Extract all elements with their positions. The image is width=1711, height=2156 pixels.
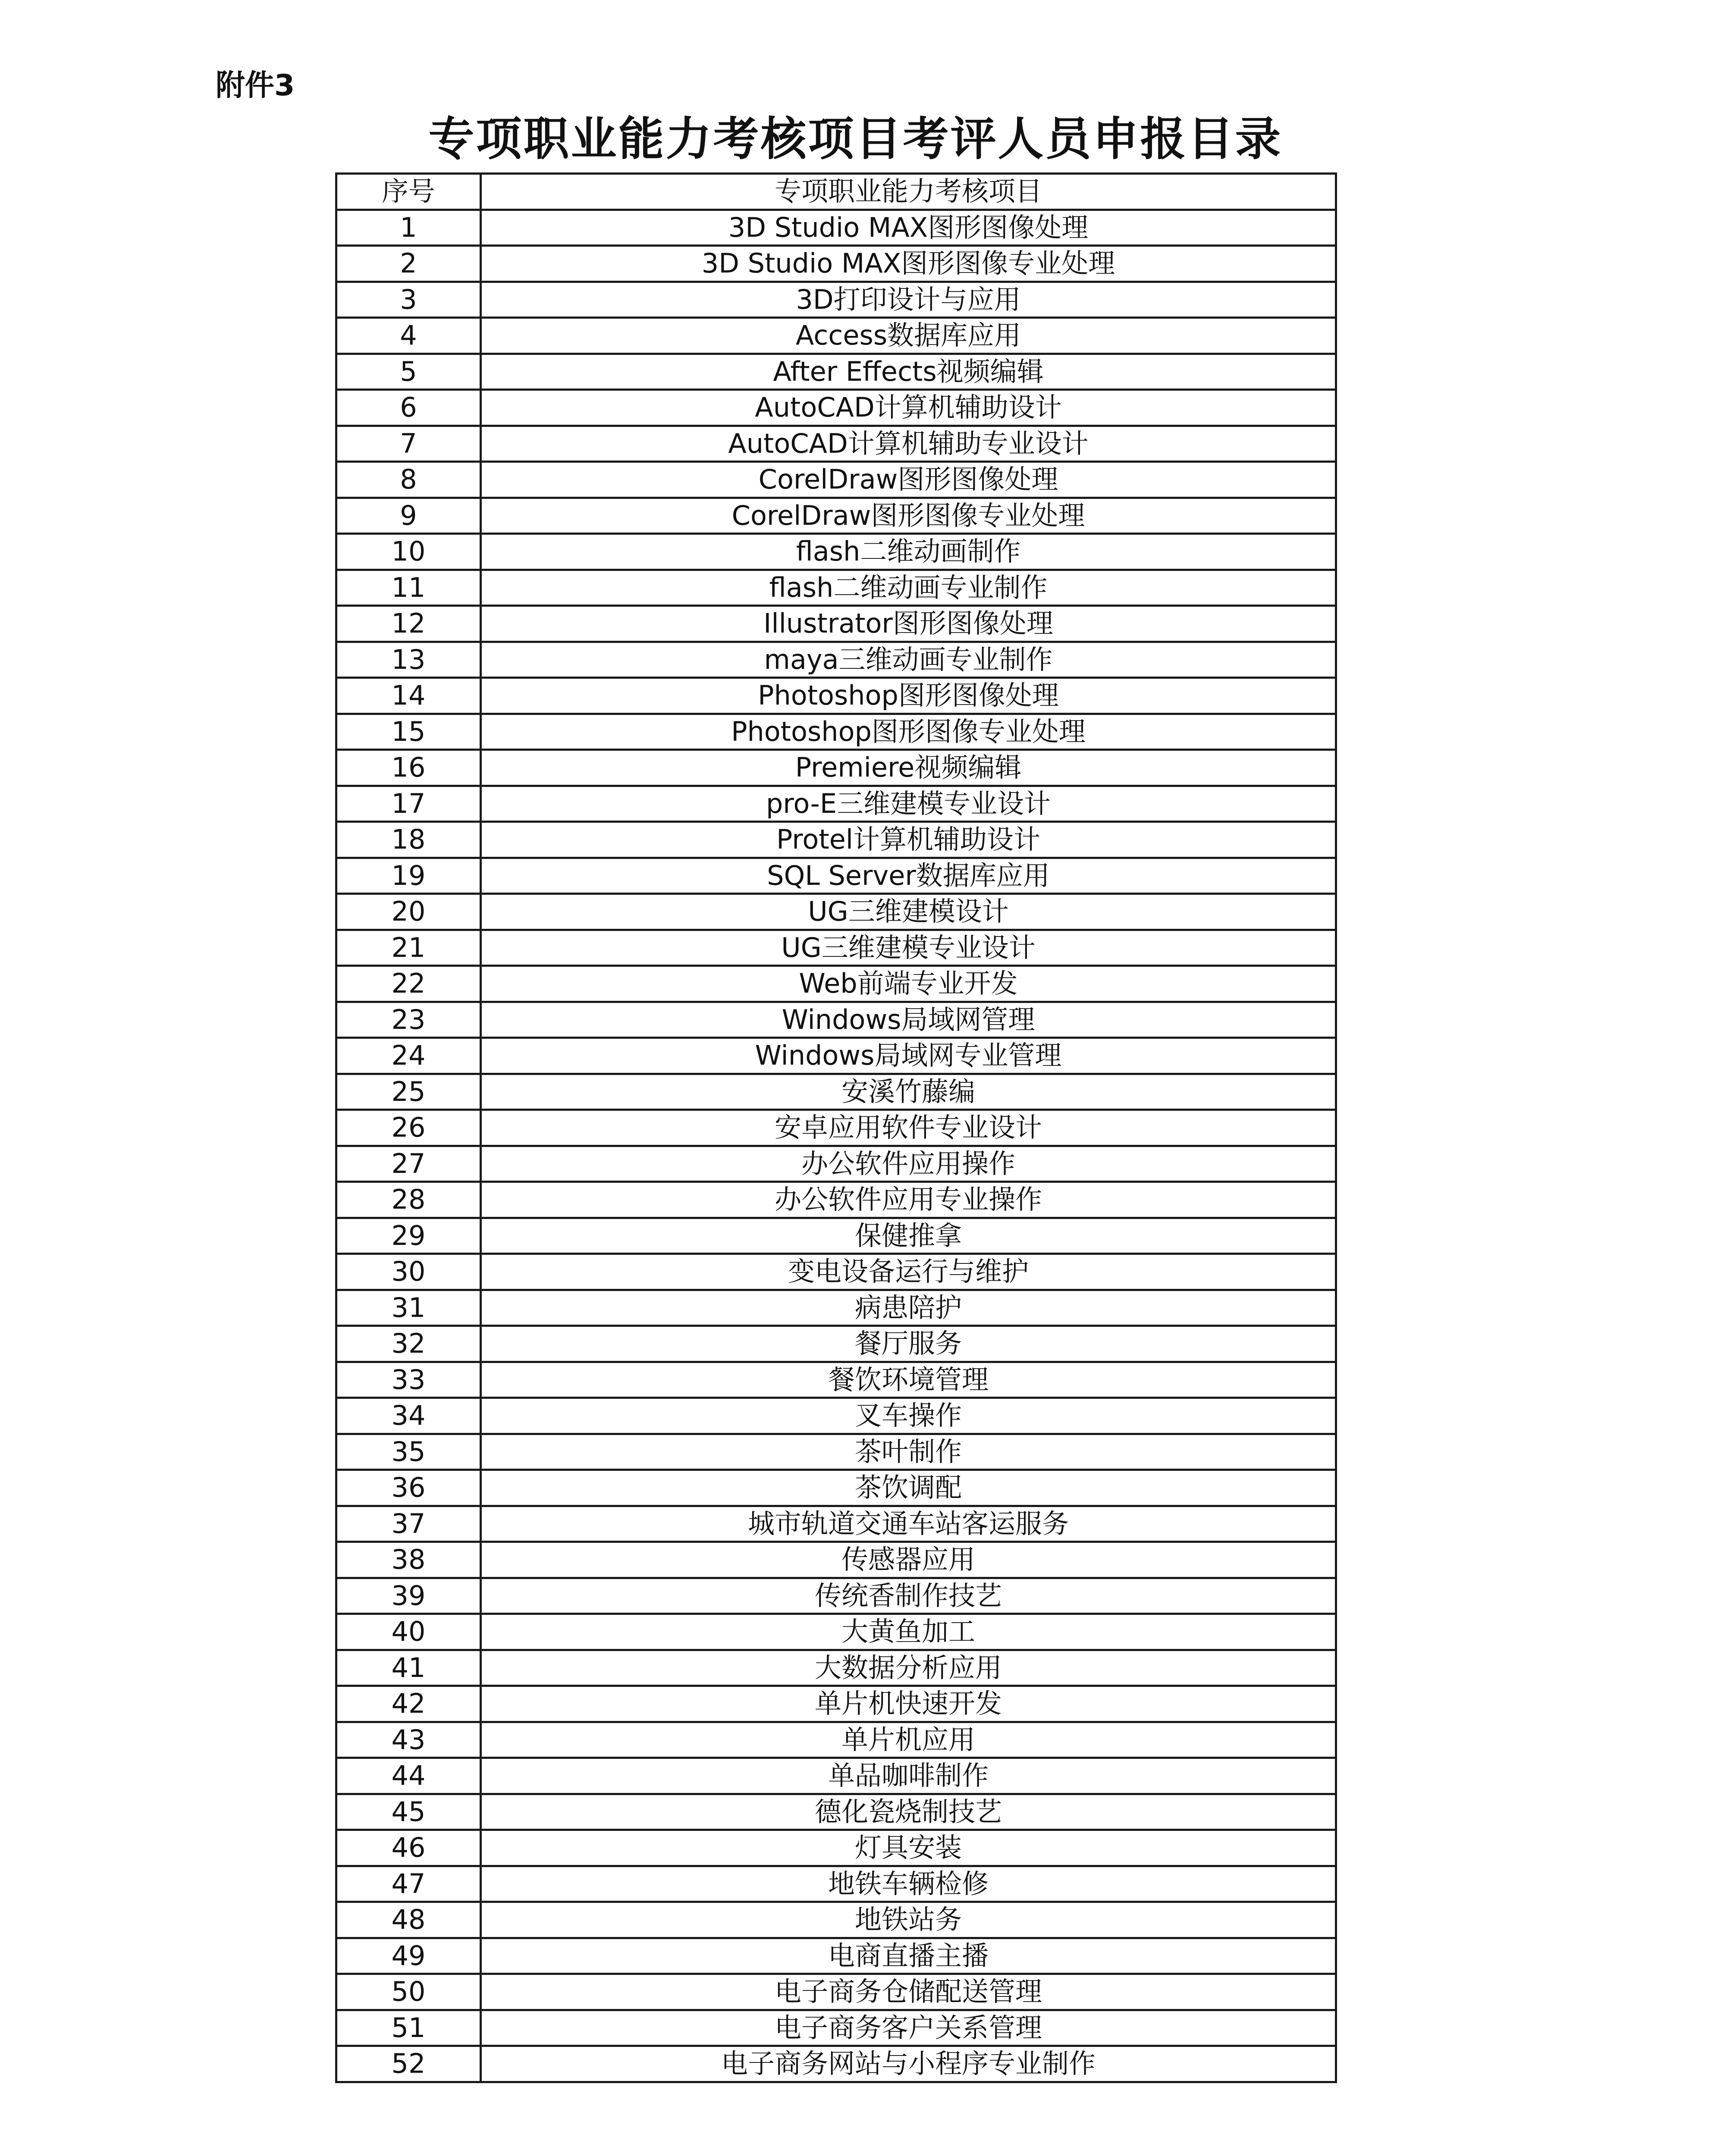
row-serial-number: 22 bbox=[336, 966, 481, 1002]
row-project-name: Access数据库应用 bbox=[481, 318, 1336, 354]
row-serial-number: 15 bbox=[336, 714, 481, 750]
project-table bbox=[335, 172, 1337, 2083]
table-row bbox=[336, 1110, 1336, 1146]
project-table-container bbox=[335, 172, 1335, 2083]
table-row bbox=[336, 1362, 1336, 1398]
row-project-name: 德化瓷烧制技艺 bbox=[481, 1794, 1336, 1830]
table-row bbox=[336, 282, 1336, 318]
table-row bbox=[336, 390, 1336, 426]
row-project-name: AutoCAD计算机辅助设计 bbox=[481, 390, 1336, 426]
row-project-name: 餐厅服务 bbox=[481, 1326, 1336, 1362]
row-project-name: Premiere视频编辑 bbox=[481, 750, 1336, 786]
attachment-label: 附件3 bbox=[216, 69, 295, 103]
table-row bbox=[336, 1974, 1336, 2010]
header-serial-number: 序号 bbox=[336, 174, 481, 210]
row-serial-number: 14 bbox=[336, 678, 481, 714]
table-row bbox=[336, 1146, 1336, 1182]
table-row bbox=[336, 1938, 1336, 1974]
row-serial-number: 43 bbox=[336, 1722, 481, 1758]
row-project-name: 病患陪护 bbox=[481, 1290, 1336, 1326]
table-row bbox=[336, 1830, 1336, 1866]
row-serial-number: 29 bbox=[336, 1218, 481, 1254]
row-project-name: 办公软件应用操作 bbox=[481, 1146, 1336, 1182]
row-project-name: 单片机应用 bbox=[481, 1722, 1336, 1758]
row-project-name: 茶叶制作 bbox=[481, 1434, 1336, 1470]
row-serial-number: 40 bbox=[336, 1614, 481, 1650]
row-project-name: SQL Server数据库应用 bbox=[481, 858, 1336, 894]
row-project-name: After Effects视频编辑 bbox=[481, 354, 1336, 390]
table-row bbox=[336, 1326, 1336, 1362]
row-project-name: maya三维动画专业制作 bbox=[481, 642, 1336, 678]
table-row bbox=[336, 498, 1336, 534]
document-title: 专项职业能力考核项目考评人员申报目录 bbox=[428, 113, 1283, 166]
row-serial-number: 42 bbox=[336, 1686, 481, 1722]
table-row bbox=[336, 1758, 1336, 1794]
row-project-name: 3D Studio MAX图形图像专业处理 bbox=[481, 246, 1336, 282]
row-project-name: 单品咖啡制作 bbox=[481, 1758, 1336, 1794]
row-serial-number: 9 bbox=[336, 498, 481, 534]
table-row bbox=[336, 210, 1336, 246]
table-body bbox=[336, 210, 1336, 2082]
table-row bbox=[336, 246, 1336, 282]
row-project-name: 3D打印设计与应用 bbox=[481, 282, 1336, 318]
row-project-name: Photoshop图形图像专业处理 bbox=[481, 714, 1336, 750]
table-row bbox=[336, 1398, 1336, 1434]
table-row bbox=[336, 930, 1336, 966]
table-row bbox=[336, 1866, 1336, 1902]
row-serial-number: 11 bbox=[336, 570, 481, 606]
table-row bbox=[336, 1182, 1336, 1218]
row-project-name: CorelDraw图形图像专业处理 bbox=[481, 498, 1336, 534]
row-project-name: 茶饮调配 bbox=[481, 1470, 1336, 1506]
row-serial-number: 4 bbox=[336, 318, 481, 354]
row-serial-number: 2 bbox=[336, 246, 481, 282]
table-row bbox=[336, 318, 1336, 354]
row-project-name: Web前端专业开发 bbox=[481, 966, 1336, 1002]
row-serial-number: 19 bbox=[336, 858, 481, 894]
table-row bbox=[336, 858, 1336, 894]
row-serial-number: 10 bbox=[336, 534, 481, 570]
table-row bbox=[336, 642, 1336, 678]
table-row bbox=[336, 678, 1336, 714]
row-serial-number: 45 bbox=[336, 1794, 481, 1830]
row-serial-number: 20 bbox=[336, 894, 481, 930]
table-row bbox=[336, 354, 1336, 390]
table-row bbox=[336, 1290, 1336, 1326]
row-project-name: 地铁车辆检修 bbox=[481, 1866, 1336, 1902]
row-project-name: Windows局域网专业管理 bbox=[481, 1038, 1336, 1074]
table-row bbox=[336, 1506, 1336, 1542]
table-row bbox=[336, 822, 1336, 858]
row-serial-number: 8 bbox=[336, 462, 481, 498]
header-project-name: 专项职业能力考核项目 bbox=[481, 174, 1336, 210]
row-project-name: 安卓应用软件专业设计 bbox=[481, 1110, 1336, 1146]
table-row bbox=[336, 1434, 1336, 1470]
row-project-name: 灯具安装 bbox=[481, 1830, 1336, 1866]
row-project-name: Photoshop图形图像处理 bbox=[481, 678, 1336, 714]
table-row bbox=[336, 1794, 1336, 1830]
table-row bbox=[336, 786, 1336, 822]
row-serial-number: 7 bbox=[336, 426, 481, 462]
row-serial-number: 18 bbox=[336, 822, 481, 858]
table-row bbox=[336, 966, 1336, 1002]
table-row bbox=[336, 606, 1336, 642]
row-project-name: 城市轨道交通车站客运服务 bbox=[481, 1506, 1336, 1542]
table-row bbox=[336, 1470, 1336, 1506]
row-serial-number: 25 bbox=[336, 1074, 481, 1110]
row-project-name: pro-E三维建模专业设计 bbox=[481, 786, 1336, 822]
row-project-name: 单片机快速开发 bbox=[481, 1686, 1336, 1722]
table-row bbox=[336, 1722, 1336, 1758]
row-project-name: 电子商务网站与小程序专业制作 bbox=[481, 2046, 1336, 2082]
row-project-name: 办公软件应用专业操作 bbox=[481, 1182, 1336, 1218]
row-serial-number: 12 bbox=[336, 606, 481, 642]
row-serial-number: 3 bbox=[336, 282, 481, 318]
table-header-row bbox=[336, 174, 1336, 210]
row-project-name: Protel计算机辅助设计 bbox=[481, 822, 1336, 858]
row-serial-number: 31 bbox=[336, 1290, 481, 1326]
row-project-name: 大数据分析应用 bbox=[481, 1650, 1336, 1686]
row-serial-number: 32 bbox=[336, 1326, 481, 1362]
table-row bbox=[336, 1578, 1336, 1614]
row-serial-number: 21 bbox=[336, 930, 481, 966]
table-row bbox=[336, 1686, 1336, 1722]
row-serial-number: 28 bbox=[336, 1182, 481, 1218]
row-project-name: 餐饮环境管理 bbox=[481, 1362, 1336, 1398]
table-row bbox=[336, 1002, 1336, 1038]
row-serial-number: 23 bbox=[336, 1002, 481, 1038]
table-row bbox=[336, 1614, 1336, 1650]
row-serial-number: 47 bbox=[336, 1866, 481, 1902]
row-serial-number: 13 bbox=[336, 642, 481, 678]
row-serial-number: 46 bbox=[336, 1830, 481, 1866]
row-serial-number: 48 bbox=[336, 1902, 481, 1938]
row-serial-number: 49 bbox=[336, 1938, 481, 1974]
table-row bbox=[336, 534, 1336, 570]
table-row bbox=[336, 1902, 1336, 1938]
row-project-name: 电商直播主播 bbox=[481, 1938, 1336, 1974]
table-row bbox=[336, 570, 1336, 606]
table-row bbox=[336, 426, 1336, 462]
row-serial-number: 34 bbox=[336, 1398, 481, 1434]
row-project-name: 3D Studio MAX图形图像处理 bbox=[481, 210, 1336, 246]
table-row bbox=[336, 1218, 1336, 1254]
row-project-name: 地铁站务 bbox=[481, 1902, 1336, 1938]
row-serial-number: 27 bbox=[336, 1146, 481, 1182]
row-serial-number: 26 bbox=[336, 1110, 481, 1146]
row-project-name: 安溪竹藤编 bbox=[481, 1074, 1336, 1110]
table-row bbox=[336, 1038, 1336, 1074]
row-serial-number: 35 bbox=[336, 1434, 481, 1470]
row-serial-number: 50 bbox=[336, 1974, 481, 2010]
row-project-name: 变电设备运行与维护 bbox=[481, 1254, 1336, 1290]
row-project-name: AutoCAD计算机辅助专业设计 bbox=[481, 426, 1336, 462]
table-row bbox=[336, 462, 1336, 498]
row-project-name: flash二维动画制作 bbox=[481, 534, 1336, 570]
row-project-name: 保健推拿 bbox=[481, 1218, 1336, 1254]
table-row bbox=[336, 2010, 1336, 2046]
table-row bbox=[336, 714, 1336, 750]
row-serial-number: 6 bbox=[336, 390, 481, 426]
row-serial-number: 36 bbox=[336, 1470, 481, 1506]
row-serial-number: 41 bbox=[336, 1650, 481, 1686]
table-row bbox=[336, 750, 1336, 786]
row-serial-number: 37 bbox=[336, 1506, 481, 1542]
row-serial-number: 44 bbox=[336, 1758, 481, 1794]
row-project-name: 电子商务客户关系管理 bbox=[481, 2010, 1336, 2046]
row-project-name: 电子商务仓储配送管理 bbox=[481, 1974, 1336, 2010]
table-row bbox=[336, 1074, 1336, 1110]
row-project-name: UG三维建模设计 bbox=[481, 894, 1336, 930]
row-project-name: Illustrator图形图像处理 bbox=[481, 606, 1336, 642]
row-serial-number: 33 bbox=[336, 1362, 481, 1398]
row-serial-number: 30 bbox=[336, 1254, 481, 1290]
table-row bbox=[336, 894, 1336, 930]
table-row bbox=[336, 1542, 1336, 1578]
row-serial-number: 17 bbox=[336, 786, 481, 822]
table-row bbox=[336, 1254, 1336, 1290]
row-serial-number: 38 bbox=[336, 1542, 481, 1578]
table-row bbox=[336, 2046, 1336, 2082]
row-serial-number: 52 bbox=[336, 2046, 481, 2082]
row-serial-number: 1 bbox=[336, 210, 481, 246]
row-serial-number: 39 bbox=[336, 1578, 481, 1614]
row-project-name: 大黄鱼加工 bbox=[481, 1614, 1336, 1650]
row-serial-number: 24 bbox=[336, 1038, 481, 1074]
row-project-name: 传统香制作技艺 bbox=[481, 1578, 1336, 1614]
table-row bbox=[336, 1650, 1336, 1686]
row-project-name: Windows局域网管理 bbox=[481, 1002, 1336, 1038]
row-project-name: CorelDraw图形图像处理 bbox=[481, 462, 1336, 498]
row-serial-number: 5 bbox=[336, 354, 481, 390]
row-project-name: UG三维建模专业设计 bbox=[481, 930, 1336, 966]
row-project-name: flash二维动画专业制作 bbox=[481, 570, 1336, 606]
row-serial-number: 16 bbox=[336, 750, 481, 786]
row-project-name: 叉车操作 bbox=[481, 1398, 1336, 1434]
row-project-name: 传感器应用 bbox=[481, 1542, 1336, 1578]
row-serial-number: 51 bbox=[336, 2010, 481, 2046]
